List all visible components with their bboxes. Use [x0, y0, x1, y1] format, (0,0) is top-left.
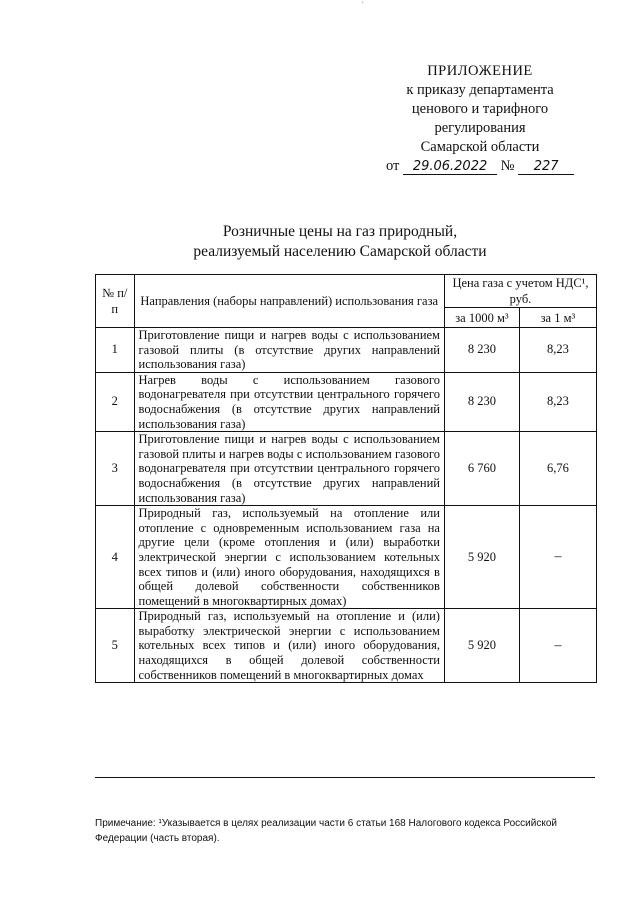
row-number: 5	[96, 609, 135, 683]
order-date-number	[380, 157, 580, 176]
appendix-line-3: регулирования	[434, 120, 526, 136]
row-description: Приготовление пищи и нагрев воды с использованием газовой плиты и нагрев воды с использованием газового водонагревателя при отсутствии центрального горячего водоснабжения (в отсутствие других направлений использования газа)	[134, 432, 444, 506]
from-label: от	[386, 158, 400, 174]
number-label: №	[500, 158, 515, 174]
header-desc: Направления (наборы направлений) использования газа	[134, 275, 444, 328]
order-date: 29.06.2022	[403, 159, 497, 175]
header-price-group: Цена газа с учетом НДС¹, руб.	[444, 275, 596, 308]
row-price-1: –	[519, 609, 596, 683]
row-price-1000: 6 760	[444, 432, 519, 506]
order-number: 227	[518, 159, 574, 175]
row-number: 2	[96, 372, 135, 431]
table-row	[96, 506, 597, 609]
table-row	[96, 328, 597, 373]
footnote-divider	[95, 777, 595, 778]
row-price-1000: 5 920	[444, 609, 519, 683]
table-row	[96, 609, 597, 683]
row-description: Природный газ, используемый на отопление или отопление с одновременным использованием газа на другие цели (кроме отопления и (или) выработки электрической энергии с использованием котельных всех типов и (или) иного оборудования, находящихся в общей долевой собственности собственников помещений в многоквартирных домах)	[134, 506, 444, 609]
appendix-header	[380, 62, 580, 176]
row-price-1000: 8 230	[444, 372, 519, 431]
row-description: Природный газ, используемый на отопление и (или) выработку электрической энергии с использованием котельных всех типов и (или) иного оборудования, находящихся в общей долевой собственности собственников помещений в многоквартирных домах	[134, 609, 444, 683]
document-title-line-2: реализуемый населению Самарской области	[193, 243, 487, 260]
table-row	[96, 432, 597, 506]
row-price-1000: 8 230	[444, 328, 519, 373]
row-number: 1	[96, 328, 135, 373]
appendix-line-4: Самарской области	[420, 139, 540, 155]
scan-mark: ′	[362, 0, 364, 9]
row-price-1: 8,23	[519, 328, 596, 373]
row-price-1: –	[519, 506, 596, 609]
row-description: Нагрев воды с использованием газового водонагревателя при отсутствии центрального горячего водоснабжения (в отсутствие других направлений использования газа)	[134, 372, 444, 431]
document-title	[100, 222, 580, 262]
row-price-1: 8,23	[519, 372, 596, 431]
prices-table	[95, 274, 597, 683]
row-price-1: 6,76	[519, 432, 596, 506]
header-price-1: за 1 м³	[519, 308, 596, 328]
document-title-line-1: Розничные цены на газ природный,	[222, 223, 458, 240]
header-price-1000: за 1000 м³	[444, 308, 519, 328]
appendix-line-1: к приказу департамента	[406, 82, 554, 98]
row-description: Приготовление пищи и нагрев воды с использованием газовой плиты (в отсутствие других направлений использования газа)	[134, 328, 444, 373]
appendix-line-2: ценового и тарифного	[411, 101, 549, 117]
appendix-title: ПРИЛОЖЕНИЕ	[427, 63, 533, 79]
footnote: Примечание: ¹Указывается в целях реализации части 6 статьи 168 Налогового кодекса Российской Федерации (часть вторая).	[95, 818, 557, 844]
header-num: № п/п	[96, 275, 135, 328]
row-price-1000: 5 920	[444, 506, 519, 609]
row-number: 3	[96, 432, 135, 506]
row-number: 4	[96, 506, 135, 609]
table-row	[96, 372, 597, 431]
